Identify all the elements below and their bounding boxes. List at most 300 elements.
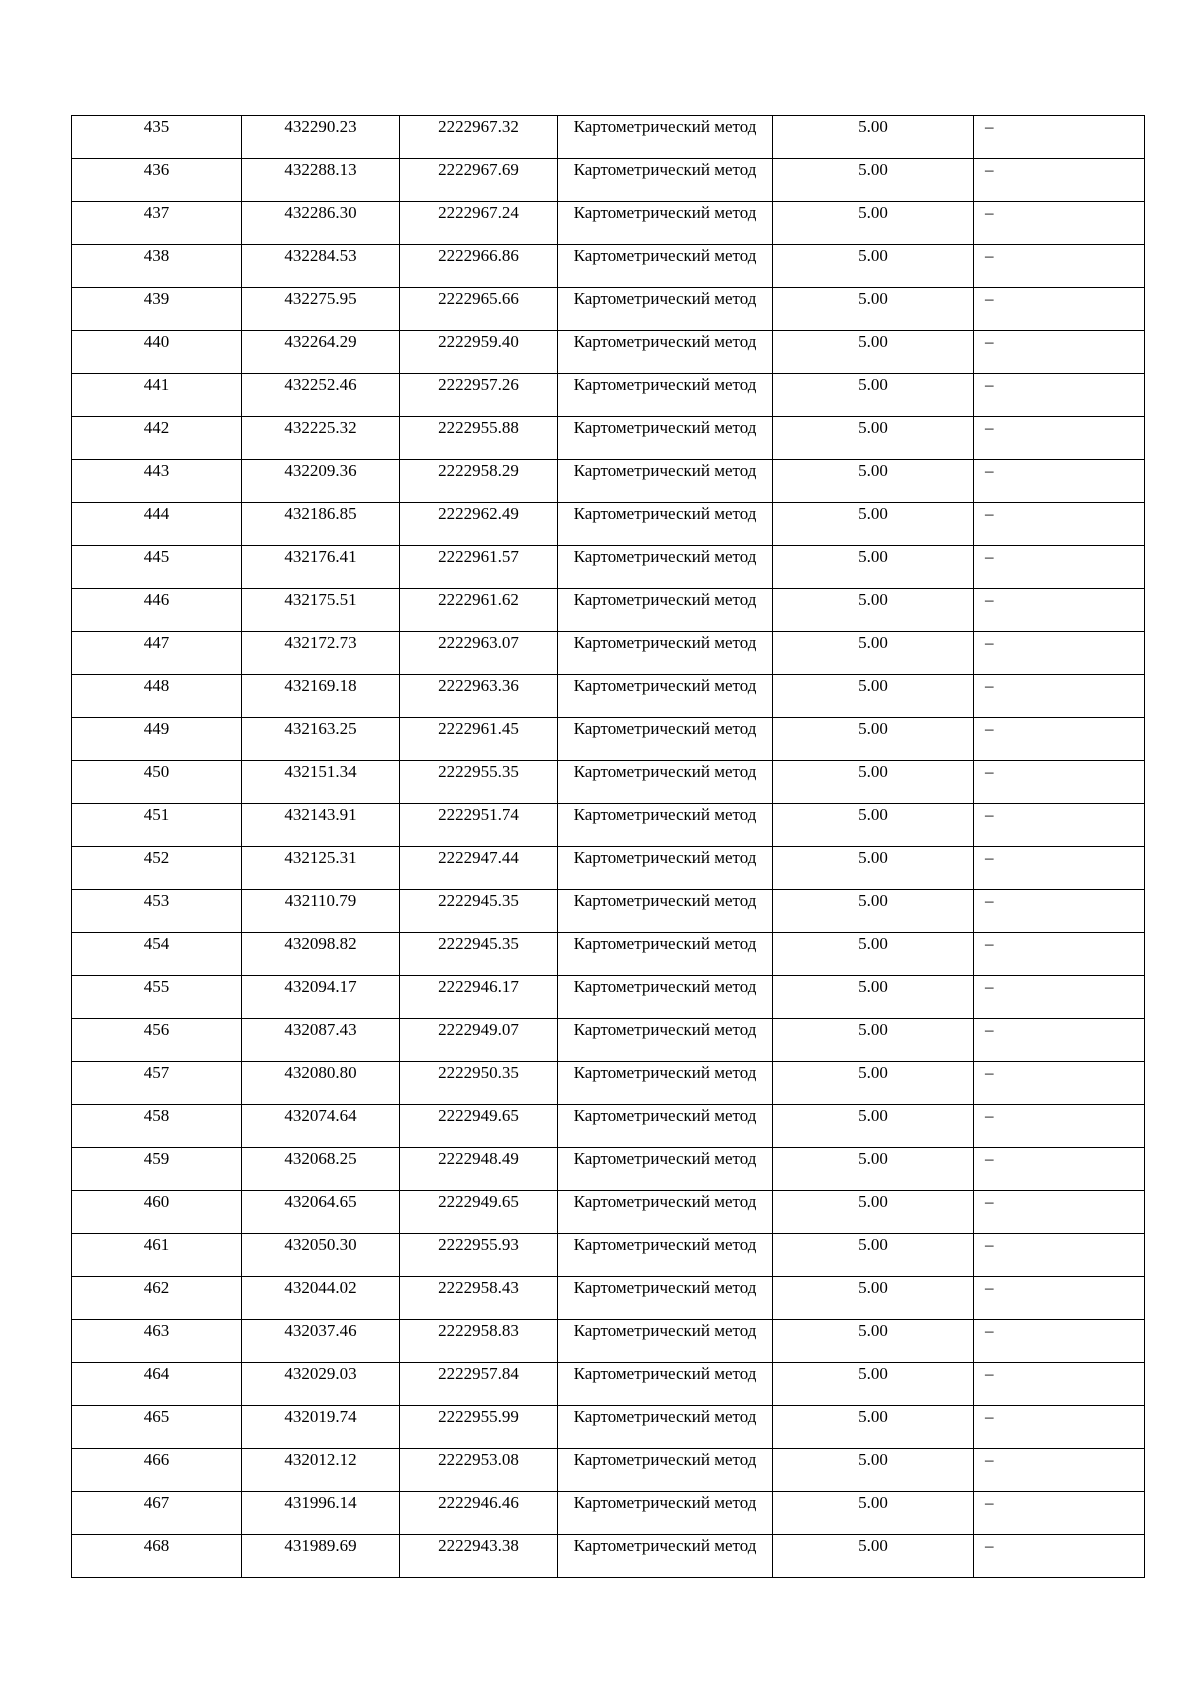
- x-coordinate-cell-text: 432125.31: [284, 848, 357, 867]
- y-coordinate-cell-text: 2222965.66: [438, 289, 519, 308]
- y-coordinate-cell-text: 2222957.26: [438, 375, 519, 394]
- point-number-cell-text: 438: [143, 246, 170, 265]
- point-number-cell-text: 464: [143, 1364, 170, 1383]
- table-row: [72, 1062, 1145, 1105]
- x-coordinate-cell-text: 432019.74: [284, 1407, 357, 1426]
- x-coordinate-cell-text: 432275.95: [284, 289, 357, 308]
- accuracy-cell-text: 5.00: [858, 676, 888, 695]
- table-row: [72, 718, 1145, 761]
- x-coordinate-cell: [242, 546, 400, 589]
- x-coordinate-cell: [242, 417, 400, 460]
- y-coordinate-cell-text: 2222949.65: [438, 1192, 519, 1211]
- y-coordinate-cell: [400, 546, 558, 589]
- point-number-cell-text: 448: [143, 676, 170, 695]
- x-coordinate-cell: [242, 675, 400, 718]
- point-number-cell-text: 436: [143, 160, 170, 179]
- x-coordinate-cell: [242, 202, 400, 245]
- table-row: [72, 890, 1145, 933]
- method-cell-text: Картометрический метод: [573, 461, 757, 480]
- point-number-cell: [72, 675, 242, 718]
- x-coordinate-cell-text: 432284.53: [284, 246, 357, 265]
- table-row: [72, 1019, 1145, 1062]
- y-coordinate-cell-text: 2222946.17: [438, 977, 519, 996]
- point-number-cell: [72, 1062, 242, 1105]
- table-row: [72, 546, 1145, 589]
- point-number-cell-text: 440: [143, 332, 170, 351]
- point-number-cell-text: 452: [143, 848, 170, 867]
- accuracy-cell: [773, 331, 974, 374]
- note-cell-text: –: [985, 203, 994, 222]
- note-cell-text: –: [985, 1192, 994, 1211]
- point-number-cell: [72, 1535, 242, 1578]
- x-coordinate-cell: [242, 1191, 400, 1234]
- method-cell-text: Картометрический метод: [573, 289, 757, 308]
- x-coordinate-cell: [242, 1492, 400, 1535]
- point-number-cell: [72, 288, 242, 331]
- note-cell: [974, 1535, 1145, 1578]
- method-cell: [558, 718, 773, 761]
- accuracy-cell-text: 5.00: [858, 1278, 888, 1297]
- note-cell: [974, 1277, 1145, 1320]
- x-coordinate-cell-text: 432172.73: [284, 633, 357, 652]
- table-row: [72, 374, 1145, 417]
- note-cell-text: –: [985, 504, 994, 523]
- note-cell: [974, 761, 1145, 804]
- note-cell-text: –: [985, 375, 994, 394]
- method-cell: [558, 1535, 773, 1578]
- accuracy-cell: [773, 804, 974, 847]
- point-number-cell-text: 455: [143, 977, 170, 996]
- accuracy-cell-text: 5.00: [858, 1493, 888, 1512]
- note-cell: [974, 1191, 1145, 1234]
- note-cell-text: –: [985, 891, 994, 910]
- note-cell-text: –: [985, 676, 994, 695]
- x-coordinate-cell-text: 432176.41: [284, 547, 357, 566]
- accuracy-cell: [773, 417, 974, 460]
- y-coordinate-cell: [400, 202, 558, 245]
- x-coordinate-cell: [242, 1363, 400, 1406]
- point-number-cell: [72, 460, 242, 503]
- accuracy-cell-text: 5.00: [858, 891, 888, 910]
- accuracy-cell: [773, 1277, 974, 1320]
- x-coordinate-cell: [242, 1406, 400, 1449]
- accuracy-cell: [773, 675, 974, 718]
- point-number-cell-text: 463: [143, 1321, 170, 1340]
- y-coordinate-cell: [400, 804, 558, 847]
- point-number-cell-text: 454: [143, 934, 170, 953]
- method-cell-text: Картометрический метод: [573, 504, 757, 523]
- x-coordinate-cell-text: 432074.64: [284, 1106, 357, 1125]
- note-cell-text: –: [985, 289, 994, 308]
- y-coordinate-cell-text: 2222966.86: [438, 246, 519, 265]
- note-cell-text: –: [985, 1536, 994, 1555]
- point-number-cell: [72, 1234, 242, 1277]
- note-cell: [974, 1449, 1145, 1492]
- x-coordinate-cell-text: 432044.02: [284, 1278, 357, 1297]
- point-number-cell: [72, 1105, 242, 1148]
- note-cell-text: –: [985, 1235, 994, 1254]
- method-cell-text: Картометрический метод: [573, 547, 757, 566]
- method-cell: [558, 159, 773, 202]
- accuracy-cell: [773, 116, 974, 159]
- accuracy-cell: [773, 1320, 974, 1363]
- accuracy-cell-text: 5.00: [858, 547, 888, 566]
- table-row: [72, 460, 1145, 503]
- y-coordinate-cell: [400, 1406, 558, 1449]
- y-coordinate-cell: [400, 1449, 558, 1492]
- x-coordinate-cell-text: 432037.46: [284, 1321, 357, 1340]
- point-number-cell-text: 443: [143, 461, 170, 480]
- point-number-cell: [72, 1320, 242, 1363]
- x-coordinate-cell-text: 432163.25: [284, 719, 357, 738]
- note-cell-text: –: [985, 719, 994, 738]
- y-coordinate-cell: [400, 1234, 558, 1277]
- x-coordinate-cell-text: 432029.03: [284, 1364, 357, 1383]
- x-coordinate-cell: [242, 1148, 400, 1191]
- method-cell-text: Картометрический метод: [573, 160, 757, 179]
- y-coordinate-cell-text: 2222958.83: [438, 1321, 519, 1340]
- note-cell: [974, 632, 1145, 675]
- x-coordinate-cell: [242, 288, 400, 331]
- note-cell: [974, 417, 1145, 460]
- accuracy-cell: [773, 718, 974, 761]
- x-coordinate-cell: [242, 1105, 400, 1148]
- accuracy-cell-text: 5.00: [858, 418, 888, 437]
- table-row: [72, 675, 1145, 718]
- y-coordinate-cell: [400, 1363, 558, 1406]
- y-coordinate-cell-text: 2222955.93: [438, 1235, 519, 1254]
- point-number-cell: [72, 1277, 242, 1320]
- point-number-cell: [72, 761, 242, 804]
- y-coordinate-cell-text: 2222963.36: [438, 676, 519, 695]
- x-coordinate-cell: [242, 1535, 400, 1578]
- note-cell: [974, 288, 1145, 331]
- point-number-cell-text: 461: [143, 1235, 170, 1254]
- table-row: [72, 1320, 1145, 1363]
- note-cell: [974, 1320, 1145, 1363]
- accuracy-cell-text: 5.00: [858, 1364, 888, 1383]
- method-cell-text: Картометрический метод: [573, 246, 757, 265]
- accuracy-cell: [773, 1492, 974, 1535]
- point-number-cell: [72, 847, 242, 890]
- accuracy-cell: [773, 546, 974, 589]
- y-coordinate-cell-text: 2222946.46: [438, 1493, 519, 1512]
- y-coordinate-cell-text: 2222945.35: [438, 891, 519, 910]
- method-cell-text: Картометрический метод: [573, 375, 757, 394]
- note-cell: [974, 1019, 1145, 1062]
- y-coordinate-cell: [400, 1277, 558, 1320]
- y-coordinate-cell-text: 2222957.84: [438, 1364, 519, 1383]
- x-coordinate-cell: [242, 933, 400, 976]
- note-cell: [974, 933, 1145, 976]
- method-cell-text: Картометрический метод: [573, 1407, 757, 1426]
- table-row: [72, 1191, 1145, 1234]
- accuracy-cell: [773, 159, 974, 202]
- accuracy-cell: [773, 503, 974, 546]
- accuracy-cell: [773, 245, 974, 288]
- x-coordinate-cell-text: 432169.18: [284, 676, 357, 695]
- x-coordinate-cell: [242, 589, 400, 632]
- y-coordinate-cell-text: 2222958.43: [438, 1278, 519, 1297]
- x-coordinate-cell-text: 432290.23: [284, 117, 357, 136]
- y-coordinate-cell: [400, 890, 558, 933]
- accuracy-cell-text: 5.00: [858, 203, 888, 222]
- x-coordinate-cell-text: 432068.25: [284, 1149, 357, 1168]
- method-cell: [558, 761, 773, 804]
- x-coordinate-cell-text: 432098.82: [284, 934, 357, 953]
- method-cell-text: Картометрический метод: [573, 762, 757, 781]
- method-cell: [558, 116, 773, 159]
- point-number-cell-text: 457: [143, 1063, 170, 1082]
- method-cell-text: Картометрический метод: [573, 1106, 757, 1125]
- y-coordinate-cell-text: 2222955.99: [438, 1407, 519, 1426]
- x-coordinate-cell-text: 432288.13: [284, 160, 357, 179]
- note-cell: [974, 331, 1145, 374]
- accuracy-cell-text: 5.00: [858, 1407, 888, 1426]
- point-number-cell: [72, 1406, 242, 1449]
- point-number-cell: [72, 1492, 242, 1535]
- point-number-cell-text: 453: [143, 891, 170, 910]
- method-cell: [558, 804, 773, 847]
- x-coordinate-cell: [242, 116, 400, 159]
- accuracy-cell: [773, 761, 974, 804]
- method-cell-text: Картометрический метод: [573, 1321, 757, 1340]
- note-cell-text: –: [985, 461, 994, 480]
- method-cell: [558, 1019, 773, 1062]
- note-cell: [974, 847, 1145, 890]
- method-cell: [558, 847, 773, 890]
- note-cell: [974, 804, 1145, 847]
- y-coordinate-cell: [400, 1105, 558, 1148]
- accuracy-cell-text: 5.00: [858, 934, 888, 953]
- method-cell: [558, 417, 773, 460]
- point-number-cell: [72, 976, 242, 1019]
- accuracy-cell-text: 5.00: [858, 633, 888, 652]
- x-coordinate-cell-text: 432110.79: [284, 891, 357, 910]
- note-cell: [974, 159, 1145, 202]
- accuracy-cell-text: 5.00: [858, 332, 888, 351]
- accuracy-cell: [773, 1148, 974, 1191]
- accuracy-cell: [773, 890, 974, 933]
- y-coordinate-cell-text: 2222949.07: [438, 1020, 519, 1039]
- x-coordinate-cell: [242, 632, 400, 675]
- y-coordinate-cell-text: 2222949.65: [438, 1106, 519, 1125]
- note-cell-text: –: [985, 934, 994, 953]
- accuracy-cell: [773, 1363, 974, 1406]
- y-coordinate-cell: [400, 417, 558, 460]
- x-coordinate-cell: [242, 1320, 400, 1363]
- x-coordinate-cell-text: 432264.29: [284, 332, 357, 351]
- y-coordinate-cell-text: 2222967.69: [438, 160, 519, 179]
- note-cell-text: –: [985, 1364, 994, 1383]
- accuracy-cell-text: 5.00: [858, 160, 888, 179]
- note-cell-text: –: [985, 1278, 994, 1297]
- note-cell: [974, 1148, 1145, 1191]
- y-coordinate-cell: [400, 1492, 558, 1535]
- method-cell-text: Картометрический метод: [573, 1450, 757, 1469]
- y-coordinate-cell: [400, 374, 558, 417]
- accuracy-cell: [773, 1449, 974, 1492]
- note-cell-text: –: [985, 590, 994, 609]
- method-cell-text: Картометрический метод: [573, 1020, 757, 1039]
- y-coordinate-cell: [400, 245, 558, 288]
- y-coordinate-cell-text: 2222961.57: [438, 547, 519, 566]
- coordinates-table: [71, 115, 1145, 1578]
- note-cell-text: –: [985, 1020, 994, 1039]
- table-row: [72, 976, 1145, 1019]
- method-cell: [558, 1105, 773, 1148]
- table-row: [72, 804, 1145, 847]
- note-cell: [974, 202, 1145, 245]
- note-cell-text: –: [985, 1149, 994, 1168]
- table-row: [72, 1148, 1145, 1191]
- accuracy-cell: [773, 1406, 974, 1449]
- note-cell-text: –: [985, 117, 994, 136]
- method-cell: [558, 589, 773, 632]
- method-cell: [558, 245, 773, 288]
- method-cell-text: Картометрический метод: [573, 418, 757, 437]
- method-cell: [558, 503, 773, 546]
- accuracy-cell: [773, 288, 974, 331]
- point-number-cell-text: 468: [143, 1536, 170, 1555]
- note-cell: [974, 718, 1145, 761]
- accuracy-cell-text: 5.00: [858, 805, 888, 824]
- point-number-cell-text: 445: [143, 547, 170, 566]
- x-coordinate-cell-text: 431989.69: [284, 1536, 357, 1555]
- method-cell: [558, 1449, 773, 1492]
- y-coordinate-cell-text: 2222967.24: [438, 203, 519, 222]
- table-row: [72, 1449, 1145, 1492]
- y-coordinate-cell: [400, 718, 558, 761]
- method-cell-text: Картометрический метод: [573, 805, 757, 824]
- point-number-cell: [72, 116, 242, 159]
- y-coordinate-cell: [400, 331, 558, 374]
- accuracy-cell: [773, 632, 974, 675]
- x-coordinate-cell-text: 432186.85: [284, 504, 357, 523]
- point-number-cell-text: 442: [143, 418, 170, 437]
- note-cell: [974, 374, 1145, 417]
- table-row: [72, 1105, 1145, 1148]
- method-cell-text: Картометрический метод: [573, 676, 757, 695]
- method-cell-text: Картометрический метод: [573, 891, 757, 910]
- point-number-cell-text: 435: [143, 117, 170, 136]
- point-number-cell-text: 450: [143, 762, 170, 781]
- y-coordinate-cell: [400, 159, 558, 202]
- method-cell-text: Картометрический метод: [573, 1063, 757, 1082]
- y-coordinate-cell-text: 2222961.62: [438, 590, 519, 609]
- accuracy-cell-text: 5.00: [858, 1149, 888, 1168]
- accuracy-cell-text: 5.00: [858, 1321, 888, 1340]
- table-row: [72, 761, 1145, 804]
- note-cell-text: –: [985, 332, 994, 351]
- method-cell: [558, 1492, 773, 1535]
- method-cell-text: Картометрический метод: [573, 1278, 757, 1297]
- table-row: [72, 1492, 1145, 1535]
- point-number-cell: [72, 1449, 242, 1492]
- point-number-cell-text: 462: [143, 1278, 170, 1297]
- table-row: [72, 159, 1145, 202]
- y-coordinate-cell-text: 2222961.45: [438, 719, 519, 738]
- y-coordinate-cell: [400, 1320, 558, 1363]
- accuracy-cell: [773, 1535, 974, 1578]
- accuracy-cell: [773, 460, 974, 503]
- y-coordinate-cell: [400, 632, 558, 675]
- table-row: [72, 1277, 1145, 1320]
- method-cell: [558, 632, 773, 675]
- method-cell: [558, 1320, 773, 1363]
- accuracy-cell-text: 5.00: [858, 590, 888, 609]
- accuracy-cell-text: 5.00: [858, 1192, 888, 1211]
- x-coordinate-cell-text: 432151.34: [284, 762, 357, 781]
- accuracy-cell-text: 5.00: [858, 117, 888, 136]
- x-coordinate-cell-text: 432252.46: [284, 375, 357, 394]
- accuracy-cell-text: 5.00: [858, 1106, 888, 1125]
- x-coordinate-cell: [242, 374, 400, 417]
- note-cell: [974, 546, 1145, 589]
- x-coordinate-cell-text: 432286.30: [284, 203, 357, 222]
- table-row: [72, 245, 1145, 288]
- accuracy-cell-text: 5.00: [858, 504, 888, 523]
- note-cell-text: –: [985, 160, 994, 179]
- accuracy-cell: [773, 933, 974, 976]
- note-cell: [974, 890, 1145, 933]
- method-cell: [558, 202, 773, 245]
- note-cell: [974, 245, 1145, 288]
- point-number-cell: [72, 374, 242, 417]
- point-number-cell: [72, 1019, 242, 1062]
- x-coordinate-cell-text: 432064.65: [284, 1192, 357, 1211]
- table-row: [72, 331, 1145, 374]
- table-row: [72, 933, 1145, 976]
- x-coordinate-cell-text: 432080.80: [284, 1063, 357, 1082]
- y-coordinate-cell: [400, 460, 558, 503]
- point-number-cell-text: 449: [143, 719, 170, 738]
- point-number-cell: [72, 245, 242, 288]
- y-coordinate-cell-text: 2222959.40: [438, 332, 519, 351]
- method-cell: [558, 331, 773, 374]
- note-cell-text: –: [985, 1450, 994, 1469]
- note-cell: [974, 1406, 1145, 1449]
- method-cell: [558, 976, 773, 1019]
- point-number-cell-text: 451: [143, 805, 170, 824]
- y-coordinate-cell: [400, 675, 558, 718]
- y-coordinate-cell-text: 2222950.35: [438, 1063, 519, 1082]
- y-coordinate-cell: [400, 589, 558, 632]
- x-coordinate-cell: [242, 331, 400, 374]
- accuracy-cell-text: 5.00: [858, 1536, 888, 1555]
- point-number-cell-text: 460: [143, 1192, 170, 1211]
- note-cell-text: –: [985, 762, 994, 781]
- point-number-cell-text: 467: [143, 1493, 170, 1512]
- x-coordinate-cell: [242, 1277, 400, 1320]
- table-row: [72, 632, 1145, 675]
- x-coordinate-cell: [242, 503, 400, 546]
- accuracy-cell-text: 5.00: [858, 719, 888, 738]
- note-cell-text: –: [985, 977, 994, 996]
- accuracy-cell-text: 5.00: [858, 289, 888, 308]
- x-coordinate-cell: [242, 460, 400, 503]
- table-body: [72, 116, 1145, 1578]
- note-cell: [974, 460, 1145, 503]
- method-cell-text: Картометрический метод: [573, 1149, 757, 1168]
- point-number-cell: [72, 159, 242, 202]
- point-number-cell-text: 465: [143, 1407, 170, 1426]
- method-cell-text: Картометрический метод: [573, 1235, 757, 1254]
- note-cell: [974, 1062, 1145, 1105]
- note-cell-text: –: [985, 1106, 994, 1125]
- point-number-cell: [72, 589, 242, 632]
- method-cell: [558, 675, 773, 718]
